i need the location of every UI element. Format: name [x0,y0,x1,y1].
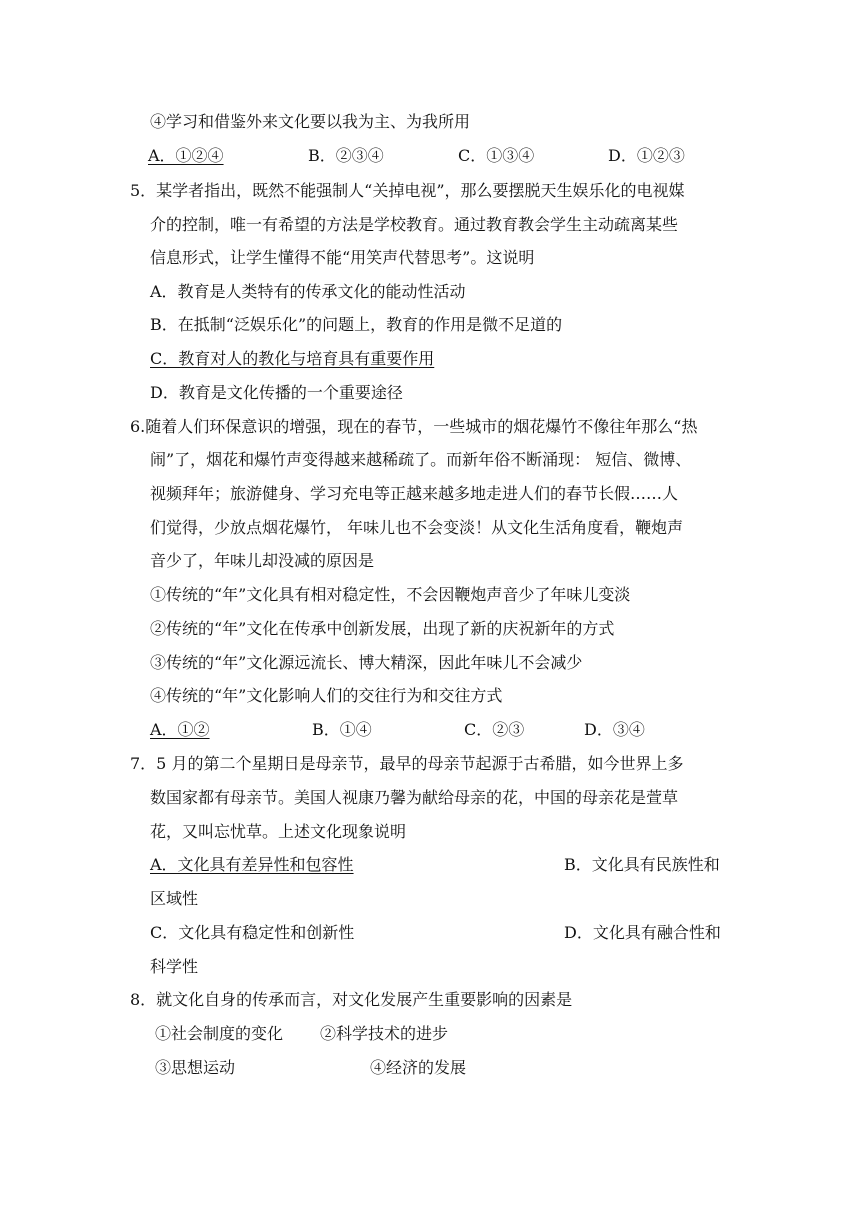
q4-option-c: C．①③④ [458,146,535,165]
q5-stem-line-1: 5．某学者指出，既然不能强制人“关掉电视”，那么要摆脱天生娱乐化的电视媒 [130,181,685,200]
q4-option-d: D．①②③ [608,146,685,165]
q8-item-3: ③思想运动 [155,1058,236,1077]
q7-option-b-line-1: B．文化具有民族性和 [564,855,720,874]
q4-option-b: B．②③④ [308,146,384,165]
q7-option-b-line-2: 区域性 [150,889,199,908]
q8-stem-line-1: 8．就文化自身的传承而言，对文化发展产生重要影响的因素是 [130,990,573,1009]
q4-item-4: ④学习和借鉴外来文化要以我为主、为我所用 [150,112,471,131]
q8-item-4: ④经济的发展 [370,1058,467,1077]
q6-stem-line-2: 闹”了，烟花和爆竹声变得越来越稀疏了。而新年俗不断涌现： 短信、微博、 [150,450,692,469]
q6-stem-line-1: 6.随着人们环保意识的增强，现在的春节，一些城市的烟花爆竹不像往年那么“热 [130,417,698,436]
q6-item-2: ②传统的“年”文化在传承中创新发展，出现了新的庆祝新年的方式 [150,619,615,638]
q6-option-b: B．①④ [312,720,372,739]
q7-option-d-line-2: 科学性 [150,957,199,976]
q6-stem-line-4: 们觉得，少放点烟花爆竹， 年味儿也不会变淡！从文化生活角度看，鞭炮声 [150,518,684,537]
q6-item-4: ④传统的“年”文化影响人们的交往行为和交往方式 [150,686,503,705]
q7-option-d-line-1: D．文化具有融合性和 [564,923,721,942]
q8-item-1: ①社会制度的变化 [155,1024,284,1043]
q5-stem-line-2: 介的控制，唯一有希望的方法是学校教育。通过教育教会学生主动疏离某些 [150,215,679,234]
q6-stem-line-5: 音少了，年味儿却没减的原因是 [150,551,375,570]
q8-item-2: ②科学技术的进步 [320,1024,449,1043]
q5-option-d: D．教育是文化传播的一个重要途径 [150,383,403,402]
q5-option-b: B．在抵制“泛娱乐化”的问题上，教育的作用是微不足道的 [150,315,563,334]
q7-stem-line-1: 7．5 月的第二个星期日是母亲节，最早的母亲节起源于古希腊，如今世界上多 [130,754,684,773]
q6-option-a-answer: A．①② [150,720,210,739]
q7-option-a-answer: A．文化具有差异性和包容性 [150,855,354,874]
q6-stem-line-3: 视频拜年；旅游健身、学习充电等正越来越多地走进人们的春节长假……人 [150,484,679,503]
q4-option-a-answer: A．①②④ [148,146,224,165]
q7-option-c: C．文化具有稳定性和创新性 [150,923,355,942]
q6-option-d: D．③④ [584,720,645,739]
q5-option-c-answer: C．教育对人的教化与培育具有重要作用 [150,349,435,368]
q6-option-c: C．②③ [464,720,525,739]
q5-stem-line-3: 信息形式，让学生懂得不能“用笑声代替思考”。这说明 [150,248,535,267]
q6-item-3: ③传统的“年”文化源远流长、博大精深，因此年味儿不会减少 [150,653,583,672]
q5-option-a: A．教育是人类特有的传承文化的能动性活动 [150,282,466,301]
q6-item-1: ①传统的“年”文化具有相对稳定性，不会因鞭炮声音少了年味儿变淡 [150,585,631,604]
q7-stem-line-2: 数国家都有母亲节。美国人视康乃馨为献给母亲的花，中国的母亲花是萱草 [150,788,679,807]
q7-stem-line-3: 花，又叫忘忧草。上述文化现象说明 [150,822,407,841]
